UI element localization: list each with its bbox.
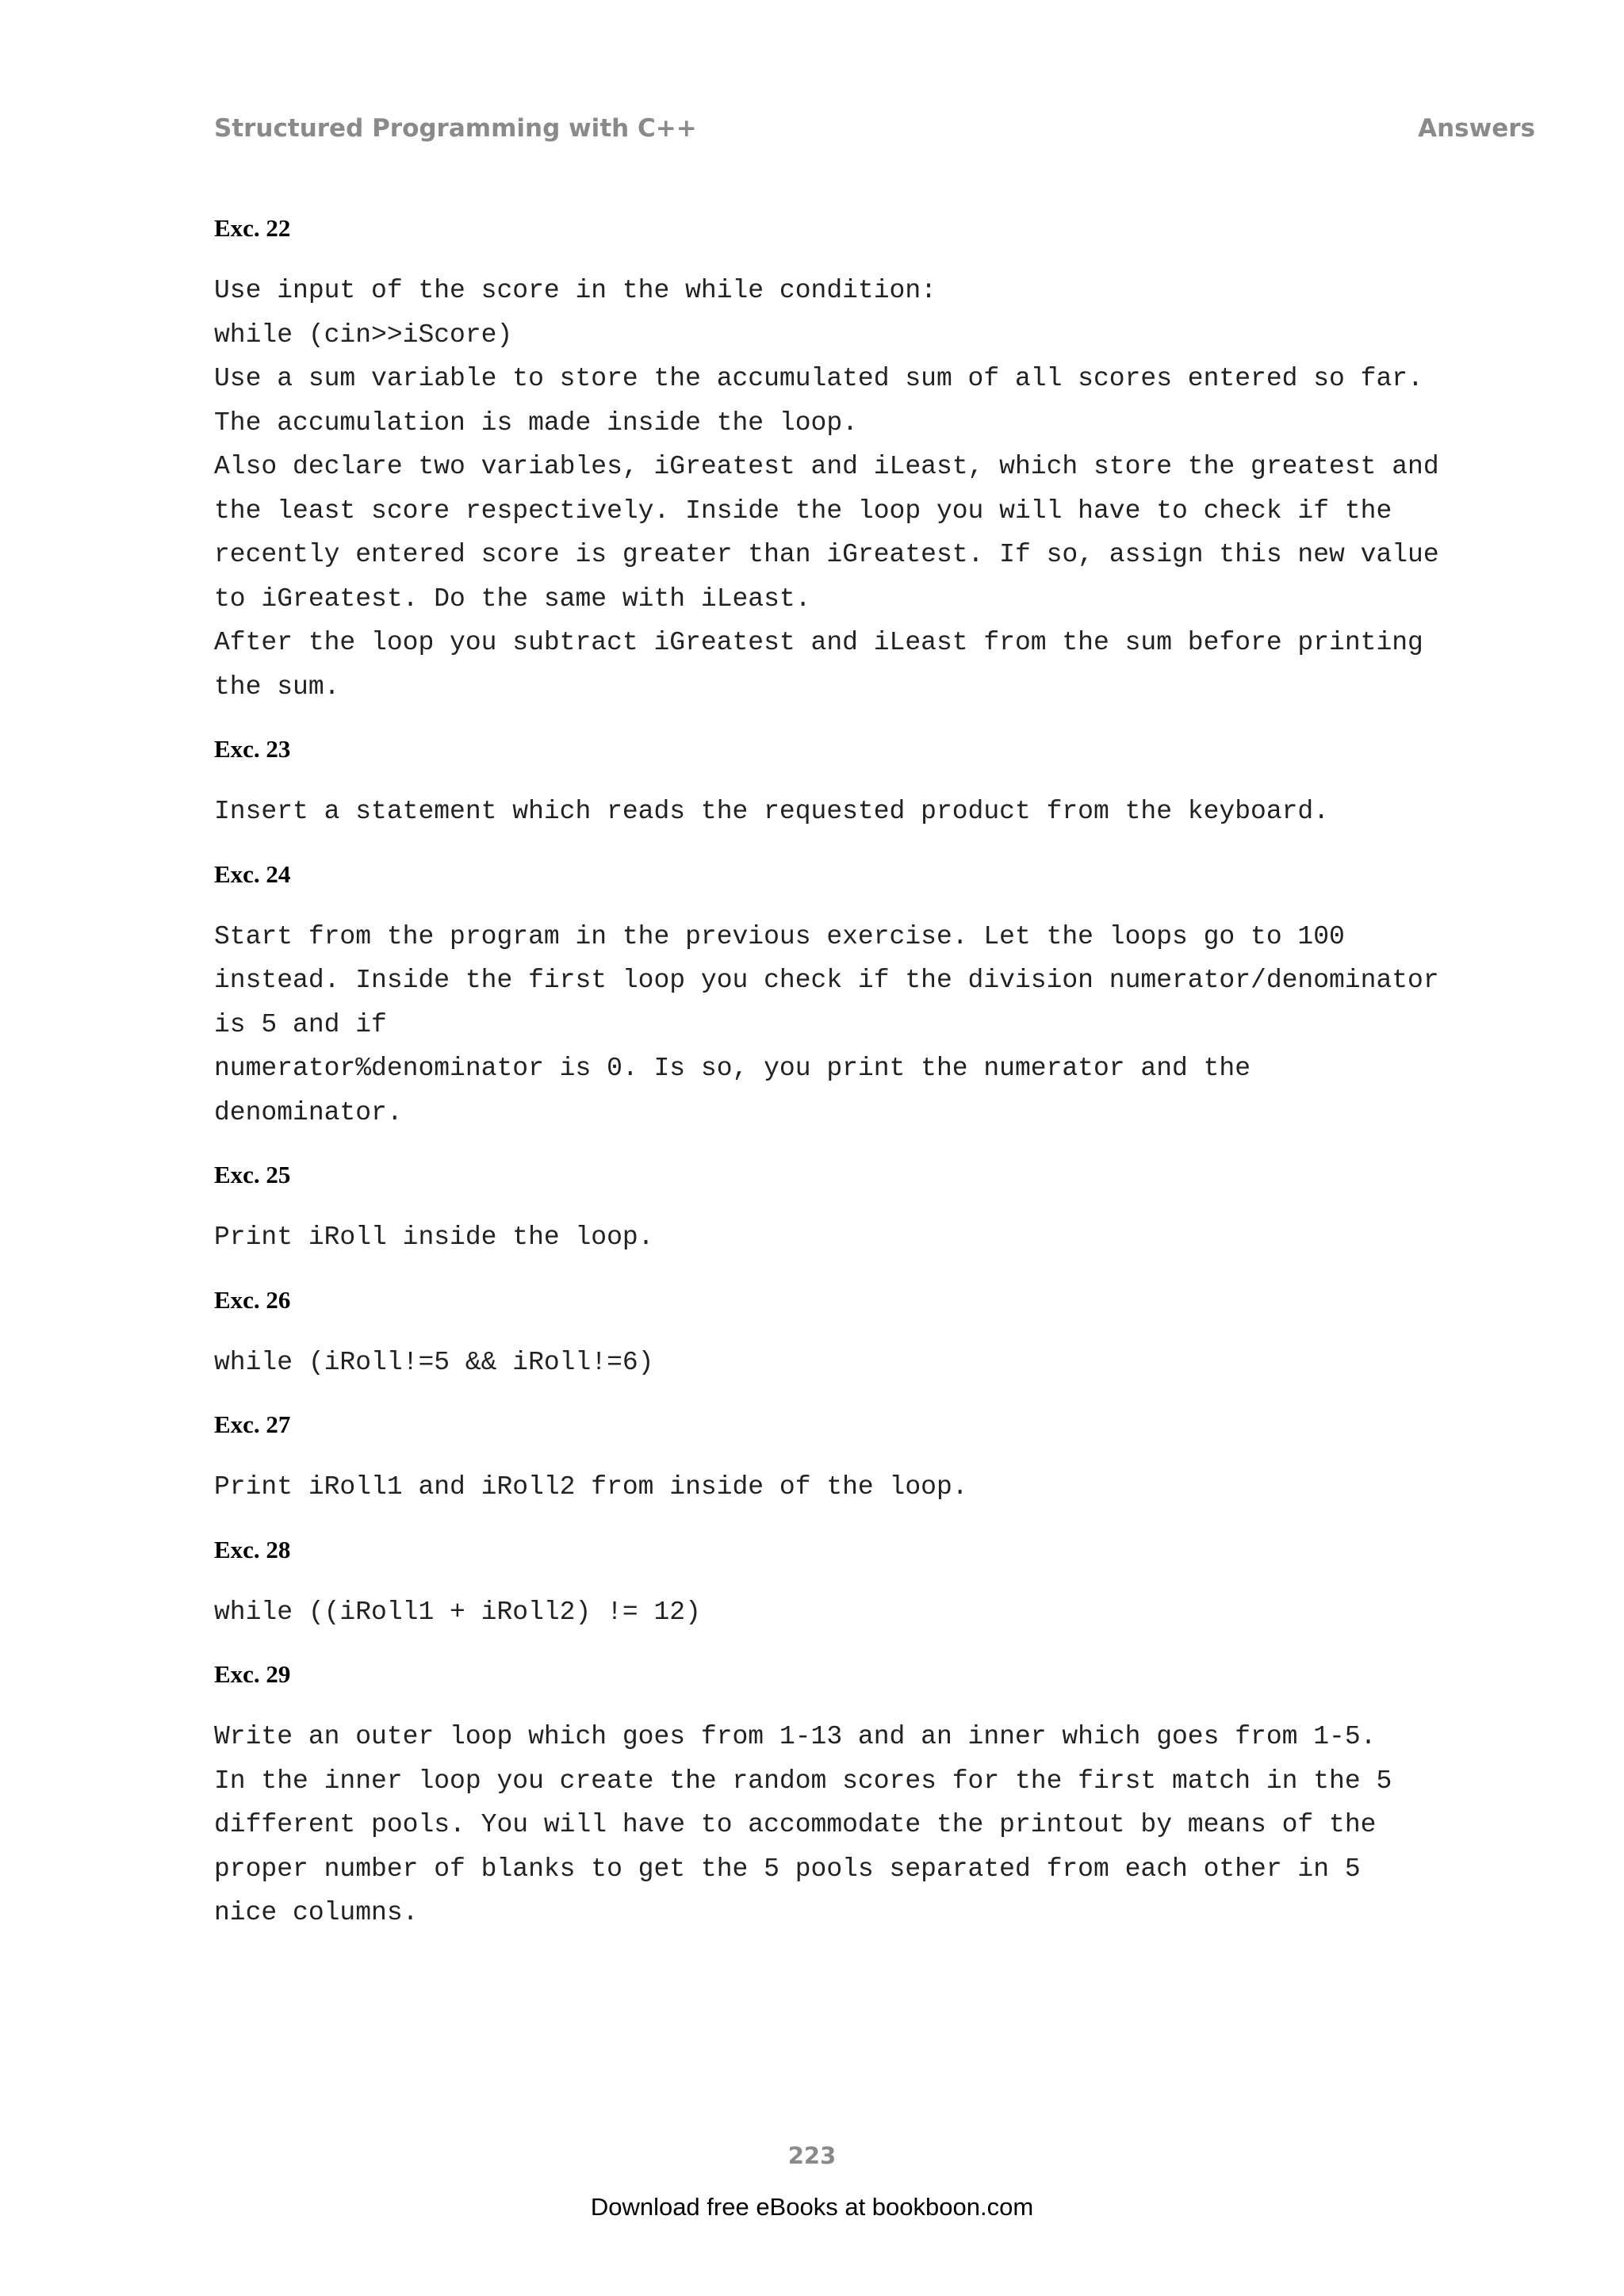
answer-line: to iGreatest. Do the same with iLeast. — [214, 584, 811, 614]
exercise-block — [214, 1656, 1554, 1957]
exercise-title: Exc. 25 — [214, 1161, 291, 1188]
spacer — [214, 1135, 1554, 1157]
answer-line: while ((iRoll1 + iRoll2) != 12) — [214, 1597, 701, 1627]
exercise-title: Exc. 27 — [214, 1410, 291, 1438]
spacer — [214, 1260, 1554, 1282]
spacer — [214, 1384, 1554, 1406]
answer-line: instead. Inside the first loop you check if the division numerator/denominator — [214, 966, 1439, 995]
running-header — [214, 114, 1535, 149]
spacer — [214, 1935, 1554, 1957]
exercise-title: Exc. 22 — [214, 214, 291, 242]
spacer — [214, 1510, 1554, 1532]
spacer — [214, 1634, 1554, 1656]
answer-line: In the inner loop you create the random scores for the first match in the 5 — [214, 1766, 1392, 1796]
exercise-title: Exc. 26 — [214, 1285, 291, 1314]
answer-line: Write an outer loop which goes from 1-13 and an inner which goes from 1-5. — [214, 1722, 1377, 1751]
answer-line: After the loop you subtract iGreatest and iLeast from the sum before printing — [214, 628, 1423, 657]
exercise-title: Exc. 28 — [214, 1535, 291, 1563]
answer-line: Start from the program in the previous exercise. Let the loops go to 100 — [214, 921, 1345, 951]
answer-line: while (cin>>iScore) — [214, 320, 513, 350]
answer-line: is 5 and if — [214, 1009, 387, 1039]
exercise-block — [214, 731, 1554, 856]
exercise-block — [214, 1157, 1554, 1282]
answer-line: Use a sum variable to store the accumulated sum of all scores entered so far. — [214, 364, 1423, 393]
answer-line: the sum. — [214, 672, 340, 702]
answer-line: Insert a statement which reads the requested product from the keyboard. — [214, 797, 1330, 826]
spacer — [214, 709, 1554, 731]
exercise-title: Exc. 24 — [214, 859, 291, 888]
answer-line: numerator%denominator is 0. Is so, you print the numerator and the — [214, 1054, 1251, 1083]
answer-line: denominator. — [214, 1097, 403, 1127]
answer-line: Print iRoll1 and iRoll2 from inside of the loop. — [214, 1472, 968, 1502]
answer-line: proper number of blanks to get the 5 pools separated from each other in 5 — [214, 1854, 1361, 1884]
book-title: Structured Programming with C++ — [214, 114, 697, 143]
answer-line: Also declare two variables, iGreatest and iLeast, which store the greatest and — [214, 452, 1439, 481]
answer-line: while (iRoll!=5 && iRoll!=6) — [214, 1347, 654, 1377]
answer-line: recently entered score is greater than iGreatest. If so, assign this new value — [214, 540, 1439, 569]
answer-line: The accumulation is made inside the loop. — [214, 408, 858, 438]
answers-content — [214, 210, 1554, 1957]
answer-line: different pools. You will have to accommodate the printout by means of the — [214, 1810, 1377, 1839]
chapter-title: Answers — [1418, 114, 1535, 143]
exercise-block — [214, 1282, 1554, 1407]
exercise-block — [214, 1532, 1554, 1657]
answer-line: Print iRoll inside the loop. — [214, 1223, 654, 1252]
exercise-title: Exc. 29 — [214, 1660, 291, 1688]
exercise-block — [214, 1406, 1554, 1532]
spacer — [214, 834, 1554, 856]
exercise-block — [214, 856, 1554, 1158]
answer-line: Use input of the score in the while condition: — [214, 276, 936, 305]
answer-line: nice columns. — [214, 1898, 419, 1927]
answer-line: the least score respectively. Inside the loop you will have to check if the — [214, 496, 1392, 526]
download-link[interactable]: Download free eBooks at bookboon.com — [590, 2193, 1034, 2221]
exercise-block — [214, 210, 1554, 731]
exercise-title: Exc. 23 — [214, 735, 291, 763]
page-number: 223 — [787, 2142, 837, 2169]
